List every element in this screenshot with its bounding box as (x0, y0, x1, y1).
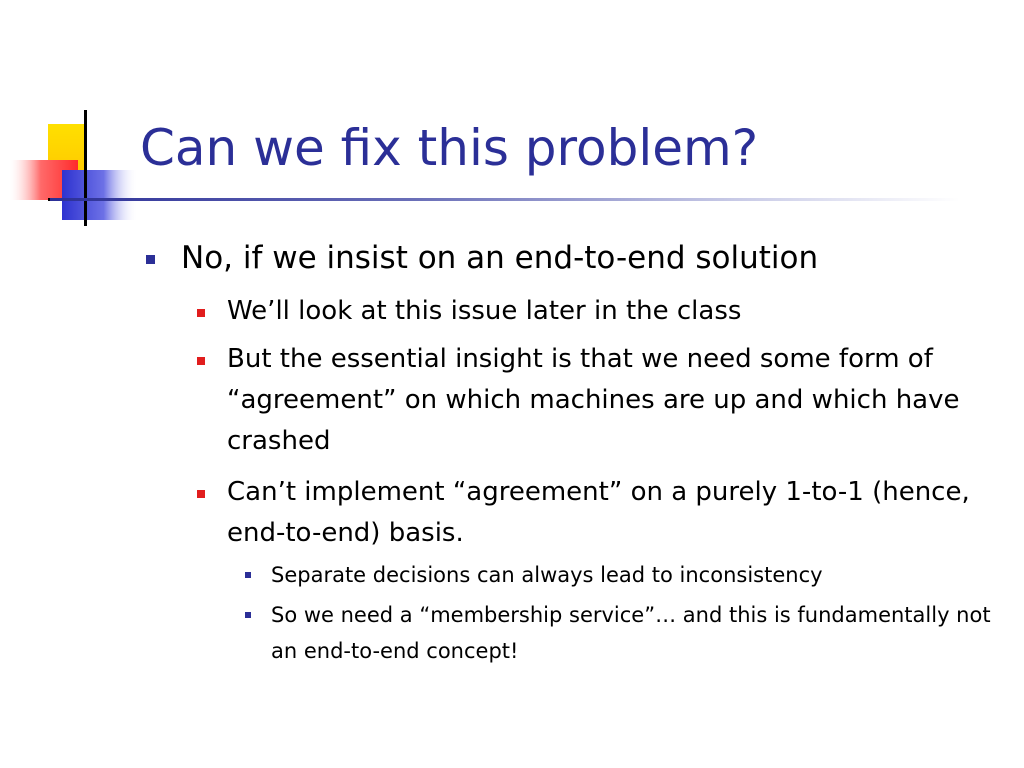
bullet-item-level3 (271, 557, 991, 593)
slide-title: Can we fix this problem? (140, 119, 759, 177)
bullet-text: Separate decisions can always lead to inconsistency (271, 563, 823, 587)
bullet-square-icon (197, 357, 205, 365)
bullet-square-icon (146, 255, 155, 264)
bullet-text: Can’t implement “agreement” on a purely 1-to-1 (hence, end-to-end) basis. (227, 477, 970, 548)
bullet-item-level3 (271, 597, 991, 669)
bullet-text: So we need a “membership service”… and this is fundamentally not an end-to-end concept! (271, 603, 991, 663)
bullet-square-icon (197, 490, 205, 498)
bullet-square-icon (197, 309, 205, 317)
bullet-text: We’ll look at this issue later in the class (227, 296, 742, 326)
bullet-item-level2 (227, 472, 987, 554)
bullet-square-icon (245, 612, 251, 618)
bullet-item-level2 (227, 339, 987, 462)
bullet-item-level1 (181, 238, 971, 278)
bullet-square-icon (245, 572, 251, 578)
bullet-item-level2 (227, 291, 987, 332)
bullet-text: But the essential insight is that we need some form of “agreement” on which machines are up and which have crashed (227, 344, 960, 456)
bullet-text: No, if we insist on an end-to-end solution (181, 240, 819, 276)
